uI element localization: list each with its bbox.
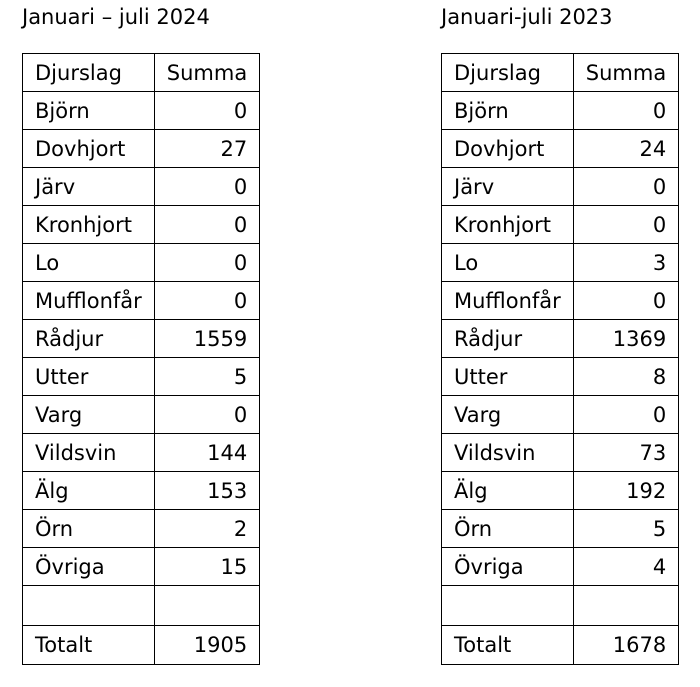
- table-row: [23, 92, 260, 130]
- header-row: [442, 54, 679, 92]
- table-row: [442, 472, 679, 510]
- sum-cell: 1369: [573, 320, 678, 358]
- species-cell: Järv: [23, 168, 155, 206]
- table-row: [23, 358, 260, 396]
- table-row: [23, 282, 260, 320]
- column-header-sum: Summa: [573, 54, 678, 92]
- table-row: [442, 92, 679, 130]
- sum-cell: 192: [573, 472, 678, 510]
- sum-cell: 0: [573, 396, 678, 434]
- sum-cell: 0: [154, 282, 259, 320]
- species-cell: Lo: [23, 244, 155, 282]
- species-cell: Kronhjort: [442, 206, 574, 244]
- species-cell: Dovhjort: [442, 130, 574, 168]
- sum-cell: 15: [154, 548, 259, 586]
- empty-cell: [442, 586, 574, 626]
- sum-cell: 24: [573, 130, 678, 168]
- sum-cell: 5: [573, 510, 678, 548]
- sum-cell: 0: [573, 282, 678, 320]
- column-header-species: Djurslag: [23, 54, 155, 92]
- species-cell: Övriga: [442, 548, 574, 586]
- sum-cell: 0: [573, 206, 678, 244]
- table-row: [23, 434, 260, 472]
- species-cell: Utter: [23, 358, 155, 396]
- table-row: [442, 168, 679, 206]
- sum-cell: 0: [154, 92, 259, 130]
- species-cell: Dovhjort: [23, 130, 155, 168]
- table-row: [23, 396, 260, 434]
- species-cell: Kronhjort: [23, 206, 155, 244]
- species-cell: Övriga: [23, 548, 155, 586]
- empty-cell: [23, 586, 155, 626]
- table-row: [442, 434, 679, 472]
- table-row: [442, 206, 679, 244]
- species-cell: Mufflonfår: [442, 282, 574, 320]
- sum-cell: 5: [154, 358, 259, 396]
- sum-cell: 144: [154, 434, 259, 472]
- total-sum: 1905: [154, 626, 259, 665]
- sum-cell: 0: [154, 206, 259, 244]
- total-label: Totalt: [23, 626, 155, 665]
- species-cell: Älg: [23, 472, 155, 510]
- species-cell: Björn: [442, 92, 574, 130]
- table-row: [442, 510, 679, 548]
- empty-cell: [573, 586, 678, 626]
- species-cell: Örn: [23, 510, 155, 548]
- table-row: [23, 206, 260, 244]
- column-header-species: Djurslag: [442, 54, 574, 92]
- species-cell: Vildsvin: [23, 434, 155, 472]
- sum-cell: 0: [154, 168, 259, 206]
- column-header-sum: Summa: [154, 54, 259, 92]
- table-row: [442, 548, 679, 586]
- sum-cell: 0: [573, 92, 678, 130]
- species-cell: Björn: [23, 92, 155, 130]
- table-row: [23, 548, 260, 586]
- species-table-2023: [441, 53, 679, 665]
- species-cell: Örn: [442, 510, 574, 548]
- sum-cell: 2: [154, 510, 259, 548]
- species-cell: Varg: [442, 396, 574, 434]
- empty-row: [442, 586, 679, 626]
- table-row: [442, 358, 679, 396]
- species-cell: Lo: [442, 244, 574, 282]
- table-title-2023: Januari-juli 2023: [441, 5, 613, 29]
- total-row: [23, 626, 260, 665]
- sum-cell: 0: [154, 244, 259, 282]
- table-row: [23, 510, 260, 548]
- table-title-2024: Januari – juli 2024: [22, 5, 210, 29]
- species-cell: Varg: [23, 396, 155, 434]
- sum-cell: 8: [573, 358, 678, 396]
- table-row: [442, 320, 679, 358]
- empty-row: [23, 586, 260, 626]
- table-row: [442, 130, 679, 168]
- species-cell: Rådjur: [442, 320, 574, 358]
- sum-cell: 73: [573, 434, 678, 472]
- sum-cell: 27: [154, 130, 259, 168]
- table-row: [442, 244, 679, 282]
- total-sum: 1678: [573, 626, 678, 665]
- table-row: [23, 320, 260, 358]
- sum-cell: 153: [154, 472, 259, 510]
- species-table-2024: [22, 53, 260, 665]
- species-cell: Mufflonfår: [23, 282, 155, 320]
- species-cell: Utter: [442, 358, 574, 396]
- sum-cell: 3: [573, 244, 678, 282]
- table-row: [23, 168, 260, 206]
- species-cell: Vildsvin: [442, 434, 574, 472]
- sum-cell: 0: [154, 396, 259, 434]
- table-row: [442, 396, 679, 434]
- sum-cell: 1559: [154, 320, 259, 358]
- table-row: [23, 472, 260, 510]
- sum-cell: 0: [573, 168, 678, 206]
- table-row: [442, 282, 679, 320]
- table-row: [23, 130, 260, 168]
- total-row: [442, 626, 679, 665]
- empty-cell: [154, 586, 259, 626]
- header-row: [23, 54, 260, 92]
- sum-cell: 4: [573, 548, 678, 586]
- total-label: Totalt: [442, 626, 574, 665]
- species-cell: Järv: [442, 168, 574, 206]
- species-cell: Rådjur: [23, 320, 155, 358]
- table-row: [23, 244, 260, 282]
- species-cell: Älg: [442, 472, 574, 510]
